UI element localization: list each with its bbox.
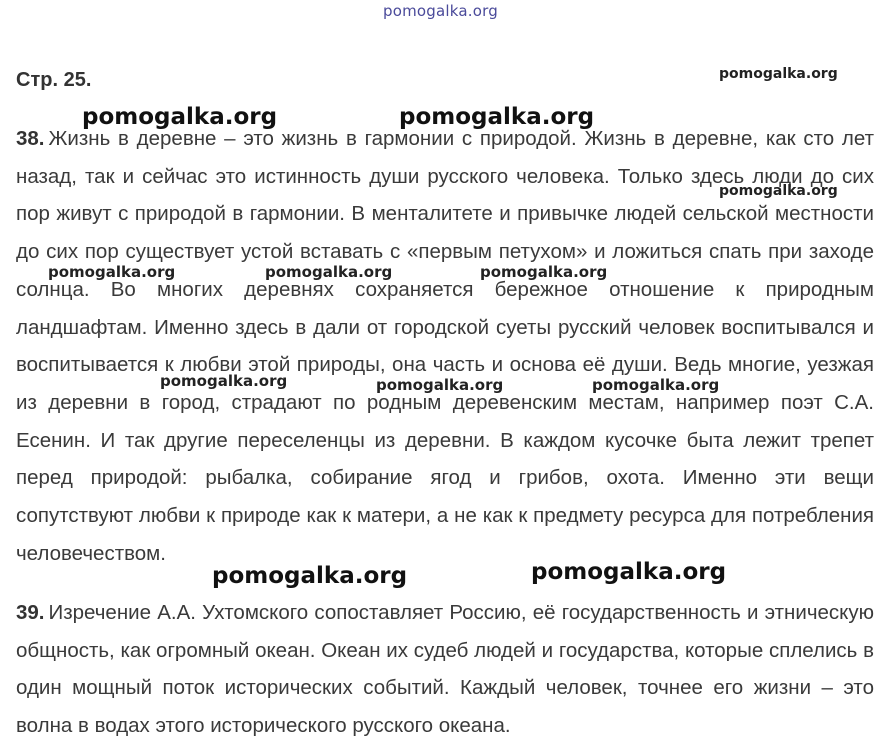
watermark: pomogalka.org [48, 263, 176, 281]
watermark: pomogalka.org [265, 263, 393, 281]
watermark: pomogalka.org [592, 376, 720, 394]
watermark: pomogalka.org [719, 183, 838, 199]
watermark: pomogalka.org [719, 66, 838, 82]
watermark: pomogalka.org [82, 104, 278, 130]
paragraph-number: 39. [16, 601, 45, 624]
watermark: pomogalka.org [531, 559, 727, 585]
watermark: pomogalka.org [160, 372, 288, 390]
paragraph-text: Жизнь в деревне – это жизнь в гармонии с природой. Жизнь в деревне, как сто лет назад, так и сейчас это истинность души русского человека. Только здесь люди до сих пор живут с природой в гармонии. В менталитете и привычке людей сельской местности до сих пор существует устой вставать с «первым петухом» и ложиться спать при заходе солнца. Во многих деревнях сохраняется бережное отношение к природным ландшафтам. Именно здесь в дали от городской суеты русский человек воспитывался и воспитывается к любви этой природы, она часть и основа её души. Ведь многие, уезжая из деревни в город, страдают по родным деревенским местам, например поэт С.А. Есенин. И так другие переселенцы из деревни. В каждом кусочке быта лежит трепет перед природой: рыбалка, собирание ягод и грибов, охота. Именно эти вещи сопутствуют любви к природе как к матери, а не как к предмету ресурса для потребления человечеством. [16, 127, 874, 565]
watermark: pomogalka.org [480, 263, 608, 281]
paragraph-number: 38. [16, 127, 45, 150]
watermark: pomogalka.org [212, 563, 408, 589]
watermark: pomogalka.org [399, 104, 595, 130]
watermark: pomogalka.org [376, 376, 504, 394]
paragraph-text: Изречение А.А. Ухтомского сопоставляет Россию, её государственность и этническую общность, как огромный океан. Океан их судеб людей и государства, которые сплелись в один мощный поток исторических событий. Каждый человек, точнее его жизни – это волна в водах этого исторического русского океана. [16, 601, 874, 738]
page-reference: Стр. 25. [16, 69, 92, 91]
paragraph-39 [16, 594, 874, 745]
watermark: pomogalka.org [383, 2, 498, 20]
